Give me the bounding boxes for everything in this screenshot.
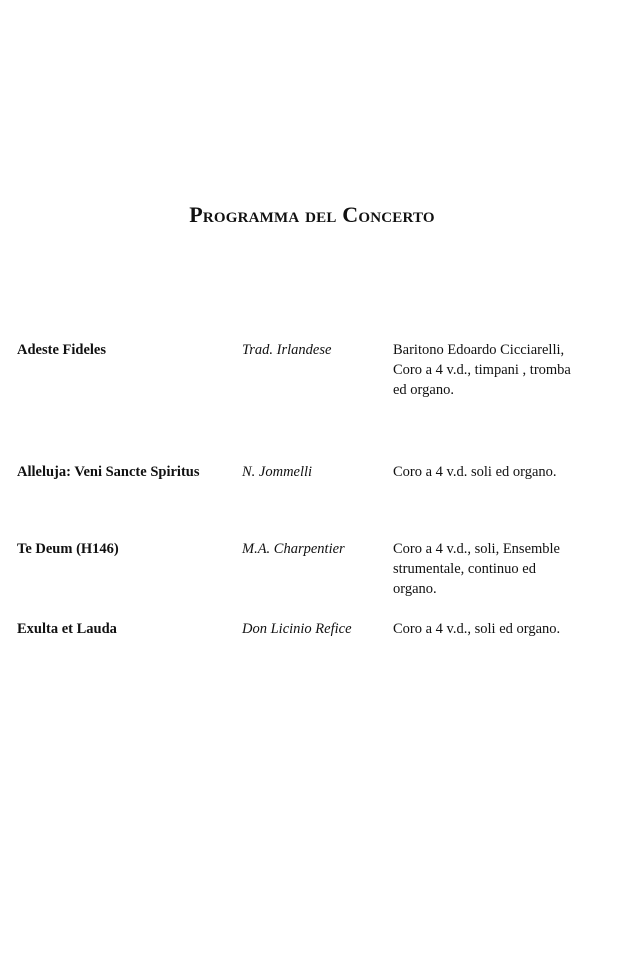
work-title: Exulta et Lauda — [17, 621, 117, 637]
work-title: Te Deum (H146) — [17, 541, 119, 557]
performers-line: Baritono Edoardo Cicciarelli, — [393, 342, 565, 358]
performers — [393, 619, 611, 639]
page-title: Programma del Concerto — [189, 202, 435, 227]
work-title: Adeste Fideles — [17, 342, 106, 358]
composer-name: Don Licinio Refice — [242, 621, 352, 637]
performers-line: Coro a 4 v.d., timpani , tromba — [393, 362, 571, 378]
composer-name: M.A. Charpentier — [242, 541, 345, 557]
composer-name: Trad. Irlandese — [242, 342, 332, 358]
performers-line: ed organo. — [393, 382, 454, 398]
work-title: Alleluja: Veni Sancte Spiritus — [17, 464, 200, 480]
performers-line: organo. — [393, 581, 437, 597]
composer-name: N. Jommelli — [242, 464, 313, 480]
performers-line: strumentale, continuo ed — [393, 561, 536, 577]
performers — [393, 539, 611, 599]
performers — [393, 462, 611, 482]
performers — [393, 340, 611, 400]
performers-line: Coro a 4 v.d. soli ed organo. — [393, 464, 557, 480]
performers-line: Coro a 4 v.d., soli ed organo. — [393, 621, 561, 637]
performers-line: Coro a 4 v.d., soli, Ensemble — [393, 541, 560, 557]
